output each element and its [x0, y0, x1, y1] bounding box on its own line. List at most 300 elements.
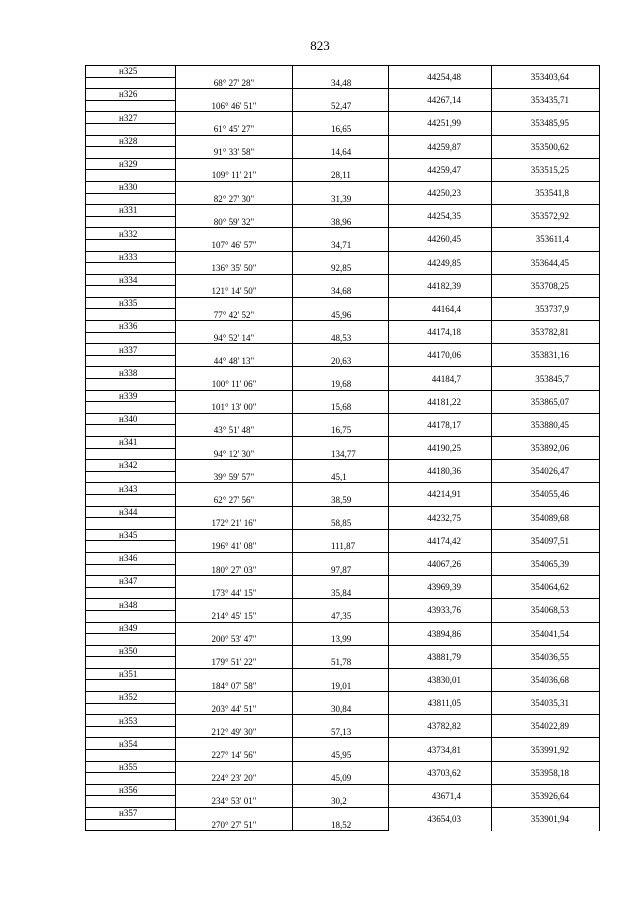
segment-length: 15,68 [293, 402, 389, 414]
point-name: н344 [86, 506, 176, 518]
x-coordinate: 44170,06 [389, 344, 492, 367]
empty-cell [293, 321, 389, 333]
empty-cell [86, 100, 176, 112]
empty-cell [176, 181, 293, 193]
direction-angle: 200° 53' 47" [176, 634, 293, 646]
empty-cell [176, 390, 293, 402]
x-coordinate: 44181,22 [389, 390, 492, 413]
empty-cell [176, 135, 293, 147]
segment-length: 48,53 [293, 332, 389, 344]
y-coordinate: 354041,54 [492, 622, 600, 645]
direction-angle: 179° 51' 22" [176, 657, 293, 669]
empty-cell [293, 274, 389, 286]
empty-cell [293, 599, 389, 611]
empty-cell [176, 622, 293, 634]
x-coordinate: 43671,4 [389, 784, 492, 807]
empty-cell [176, 297, 293, 309]
y-coordinate: 353541,8 [492, 181, 600, 204]
empty-cell [86, 634, 176, 646]
x-coordinate: 44251,99 [389, 112, 492, 135]
point-name: н350 [86, 645, 176, 657]
segment-length: 111,87 [293, 541, 389, 553]
x-coordinate: 43830,01 [389, 668, 492, 691]
x-coordinate: 43782,82 [389, 715, 492, 738]
empty-cell [293, 413, 389, 425]
y-coordinate: 353515,25 [492, 158, 600, 181]
empty-cell [293, 158, 389, 170]
y-coordinate: 353892,06 [492, 437, 600, 460]
point-name: н338 [86, 367, 176, 379]
direction-angle: 44° 48' 13" [176, 355, 293, 367]
x-coordinate: 44259,87 [389, 135, 492, 158]
direction-angle: 214° 45' 15" [176, 610, 293, 622]
x-coordinate: 44232,75 [389, 506, 492, 529]
y-coordinate: 353991,92 [492, 738, 600, 761]
empty-cell [86, 239, 176, 251]
point-name: н343 [86, 483, 176, 495]
segment-length: 51,78 [293, 657, 389, 669]
empty-cell [176, 552, 293, 564]
empty-cell [293, 622, 389, 634]
y-coordinate: 354026,47 [492, 460, 600, 483]
point-row [86, 576, 600, 588]
point-row [86, 552, 600, 564]
empty-cell [176, 645, 293, 657]
y-coordinate: 353845,7 [492, 367, 600, 390]
empty-cell [86, 216, 176, 228]
y-coordinate: 354065,39 [492, 552, 600, 575]
y-coordinate: 354097,51 [492, 529, 600, 552]
x-coordinate: 43881,79 [389, 645, 492, 668]
direction-angle: 94° 52' 14" [176, 332, 293, 344]
point-row [86, 506, 600, 518]
empty-cell [176, 251, 293, 263]
empty-cell [176, 344, 293, 356]
empty-cell [176, 668, 293, 680]
x-coordinate: 43894,86 [389, 622, 492, 645]
y-coordinate: 353611,4 [492, 228, 600, 251]
empty-cell [176, 158, 293, 170]
empty-cell [86, 147, 176, 159]
point-row [86, 645, 600, 657]
direction-angle: 100° 11' 06" [176, 379, 293, 391]
empty-cell [86, 564, 176, 576]
y-coordinate: 354035,31 [492, 692, 600, 715]
x-coordinate: 44174,42 [389, 529, 492, 552]
direction-angle: 224° 23' 20" [176, 773, 293, 785]
point-row [86, 668, 600, 680]
empty-cell [176, 89, 293, 101]
empty-cell [293, 251, 389, 263]
empty-cell [293, 205, 389, 217]
x-coordinate: 44254,35 [389, 205, 492, 228]
x-coordinate: 44067,26 [389, 552, 492, 575]
x-coordinate: 43811,05 [389, 692, 492, 715]
point-name: н334 [86, 274, 176, 286]
segment-length: 16,75 [293, 425, 389, 437]
direction-angle: 136° 35' 50" [176, 263, 293, 275]
point-row [86, 228, 600, 240]
point-row [86, 135, 600, 147]
x-coordinate: 43703,62 [389, 761, 492, 784]
segment-length: 14,64 [293, 147, 389, 159]
empty-cell [86, 819, 176, 831]
segment-length: 134,77 [293, 448, 389, 460]
empty-cell [293, 297, 389, 309]
x-coordinate: 44250,23 [389, 181, 492, 204]
direction-angle: 196° 41' 08" [176, 541, 293, 553]
survey-coordinates-table [85, 65, 599, 834]
x-coordinate: 44259,47 [389, 158, 492, 181]
y-coordinate: 353737,9 [492, 297, 600, 320]
segment-length: 45,1 [293, 471, 389, 483]
empty-cell [86, 471, 176, 483]
x-coordinate: 44214,91 [389, 483, 492, 506]
segment-length: 16,65 [293, 123, 389, 135]
point-name: н355 [86, 761, 176, 773]
segment-length: 45,95 [293, 750, 389, 762]
point-row [86, 112, 600, 124]
direction-angle: 121° 14' 50" [176, 286, 293, 298]
empty-cell [293, 483, 389, 495]
segment-length: 45,09 [293, 773, 389, 785]
y-coordinate: 354089,68 [492, 506, 600, 529]
y-coordinate: 354064,62 [492, 576, 600, 599]
empty-cell [293, 808, 389, 820]
x-coordinate: 44254,48 [389, 66, 492, 89]
direction-angle: 234° 53' 01" [176, 796, 293, 808]
empty-cell [86, 77, 176, 89]
empty-cell [293, 228, 389, 240]
point-row [86, 529, 600, 541]
segment-length: 19,68 [293, 379, 389, 391]
segment-length: 52,47 [293, 100, 389, 112]
point-name: н348 [86, 599, 176, 611]
page-number: 823 [310, 38, 330, 53]
point-row [86, 205, 600, 217]
point-row [86, 715, 600, 727]
direction-angle: 106° 46' 51" [176, 100, 293, 112]
empty-cell [86, 332, 176, 344]
point-name: н333 [86, 251, 176, 263]
segment-length: 58,85 [293, 518, 389, 530]
empty-cell [176, 529, 293, 541]
empty-cell [86, 355, 176, 367]
empty-cell [86, 680, 176, 692]
empty-cell [293, 715, 389, 727]
point-name: н357 [86, 808, 176, 820]
empty-cell [293, 529, 389, 541]
segment-length: 34,48 [293, 77, 389, 89]
table-body [86, 66, 600, 831]
empty-cell [86, 796, 176, 808]
point-row [86, 784, 600, 796]
x-coordinate: 43654,03 [389, 808, 492, 831]
direction-angle: 172° 21' 16" [176, 518, 293, 530]
direction-angle: 203° 44' 51" [176, 703, 293, 715]
y-coordinate: 353500,62 [492, 135, 600, 158]
empty-cell [176, 808, 293, 820]
point-name: н345 [86, 529, 176, 541]
point-name: н325 [86, 66, 176, 78]
point-row [86, 158, 600, 170]
point-row [86, 367, 600, 379]
segment-length: 38,59 [293, 494, 389, 506]
empty-cell [86, 170, 176, 182]
x-coordinate: 43969,39 [389, 576, 492, 599]
empty-cell [293, 344, 389, 356]
y-coordinate: 353644,45 [492, 251, 600, 274]
direction-angle: 101° 13' 00" [176, 402, 293, 414]
empty-cell [176, 66, 293, 78]
point-name: н330 [86, 181, 176, 193]
segment-length: 47,35 [293, 610, 389, 622]
empty-cell [293, 576, 389, 588]
segment-length: 45,96 [293, 309, 389, 321]
y-coordinate: 354055,46 [492, 483, 600, 506]
point-row [86, 808, 600, 820]
x-coordinate: 43933,76 [389, 599, 492, 622]
segment-length: 35,84 [293, 587, 389, 599]
point-name: н353 [86, 715, 176, 727]
direction-angle: 94° 12' 30" [176, 448, 293, 460]
point-name: н340 [86, 413, 176, 425]
point-row [86, 460, 600, 472]
x-coordinate: 44190,25 [389, 437, 492, 460]
direction-angle: 80° 59' 32" [176, 216, 293, 228]
segment-length: 20,63 [293, 355, 389, 367]
empty-cell [293, 784, 389, 796]
direction-angle: 184° 07' 58" [176, 680, 293, 692]
point-row [86, 599, 600, 611]
point-row [86, 344, 600, 356]
segment-length: 13,99 [293, 634, 389, 646]
empty-cell [293, 460, 389, 472]
empty-cell [86, 587, 176, 599]
empty-cell [86, 703, 176, 715]
x-coordinate: 44180,36 [389, 460, 492, 483]
empty-cell [176, 483, 293, 495]
empty-cell [293, 89, 389, 101]
empty-cell [293, 390, 389, 402]
x-coordinate: 44184,7 [389, 367, 492, 390]
empty-cell [176, 576, 293, 588]
point-name: н337 [86, 344, 176, 356]
empty-cell [86, 541, 176, 553]
empty-cell [176, 460, 293, 472]
point-name: н352 [86, 692, 176, 704]
x-coordinate: 44178,17 [389, 413, 492, 436]
empty-cell [86, 425, 176, 437]
x-coordinate: 44260,45 [389, 228, 492, 251]
point-name: н349 [86, 622, 176, 634]
point-name: н342 [86, 460, 176, 472]
y-coordinate: 353435,71 [492, 89, 600, 112]
y-coordinate: 353880,45 [492, 413, 600, 436]
empty-cell [293, 367, 389, 379]
point-row [86, 274, 600, 286]
segment-length: 28,11 [293, 170, 389, 182]
empty-cell [293, 645, 389, 657]
direction-angle: 62° 27' 56" [176, 494, 293, 506]
empty-cell [86, 657, 176, 669]
x-coordinate: 44174,18 [389, 321, 492, 344]
empty-cell [176, 715, 293, 727]
point-name: н332 [86, 228, 176, 240]
point-row [86, 89, 600, 101]
point-name: н346 [86, 552, 176, 564]
direction-angle: 212° 49' 30" [176, 726, 293, 738]
empty-cell [176, 274, 293, 286]
y-coordinate: 353865,07 [492, 390, 600, 413]
y-coordinate: 353926,64 [492, 784, 600, 807]
point-row [86, 437, 600, 449]
direction-angle: 109° 11' 21" [176, 170, 293, 182]
empty-cell [293, 761, 389, 773]
empty-cell [86, 773, 176, 785]
direction-angle: 39° 59' 57" [176, 471, 293, 483]
point-name: н354 [86, 738, 176, 750]
empty-cell [293, 437, 389, 449]
point-row [86, 738, 600, 750]
empty-cell [293, 552, 389, 564]
x-coordinate: 43734,81 [389, 738, 492, 761]
empty-cell [176, 228, 293, 240]
segment-length: 34,71 [293, 239, 389, 251]
point-row [86, 483, 600, 495]
empty-cell [176, 413, 293, 425]
point-row [86, 413, 600, 425]
segment-length: 92,85 [293, 263, 389, 275]
point-name: н336 [86, 321, 176, 333]
empty-cell [293, 112, 389, 124]
point-row [86, 181, 600, 193]
direction-angle: 77° 42' 52" [176, 309, 293, 321]
y-coordinate: 353708,25 [492, 274, 600, 297]
point-row [86, 390, 600, 402]
empty-cell [176, 784, 293, 796]
segment-length: 57,13 [293, 726, 389, 738]
direction-angle: 227° 14' 56" [176, 750, 293, 762]
empty-cell [293, 692, 389, 704]
point-name: н356 [86, 784, 176, 796]
point-name: н326 [86, 89, 176, 101]
direction-angle: 180° 27' 03" [176, 564, 293, 576]
empty-cell [86, 494, 176, 506]
empty-cell [176, 205, 293, 217]
empty-cell [293, 181, 389, 193]
direction-angle: 173° 44' 15" [176, 587, 293, 599]
empty-cell [86, 286, 176, 298]
point-name: н339 [86, 390, 176, 402]
point-name: н329 [86, 158, 176, 170]
point-row [86, 321, 600, 333]
x-coordinate: 44182,39 [389, 274, 492, 297]
empty-cell [86, 610, 176, 622]
empty-cell [86, 379, 176, 391]
segment-length: 30,2 [293, 796, 389, 808]
point-name: н328 [86, 135, 176, 147]
y-coordinate: 353572,92 [492, 205, 600, 228]
y-coordinate: 354022,89 [492, 715, 600, 738]
empty-cell [293, 668, 389, 680]
empty-cell [86, 750, 176, 762]
point-name: н351 [86, 668, 176, 680]
point-row [86, 297, 600, 309]
empty-cell [176, 437, 293, 449]
empty-cell [86, 309, 176, 321]
point-name: н331 [86, 205, 176, 217]
empty-cell [86, 402, 176, 414]
empty-cell [293, 135, 389, 147]
segment-length: 19,01 [293, 680, 389, 692]
point-name: н335 [86, 297, 176, 309]
segment-length: 97,87 [293, 564, 389, 576]
direction-angle: 270° 27' 51" [176, 819, 293, 831]
x-coordinate: 44164,4 [389, 297, 492, 320]
point-row [86, 622, 600, 634]
x-coordinate: 44267,14 [389, 89, 492, 112]
y-coordinate: 354036,68 [492, 668, 600, 691]
y-coordinate: 353485,95 [492, 112, 600, 135]
direction-angle: 82° 27' 30" [176, 193, 293, 205]
empty-cell [293, 506, 389, 518]
direction-angle: 91° 33' 58" [176, 147, 293, 159]
segment-length: 31,39 [293, 193, 389, 205]
direction-angle: 61° 45' 27" [176, 123, 293, 135]
y-coordinate: 353958,18 [492, 761, 600, 784]
empty-cell [176, 738, 293, 750]
point-row [86, 692, 600, 704]
empty-cell [86, 193, 176, 205]
empty-cell [176, 367, 293, 379]
segment-length: 34,68 [293, 286, 389, 298]
point-name: н327 [86, 112, 176, 124]
empty-cell [176, 506, 293, 518]
direction-angle: 68° 27' 28" [176, 77, 293, 89]
y-coordinate: 353901,94 [492, 808, 600, 831]
y-coordinate: 353782,81 [492, 321, 600, 344]
y-coordinate: 353403,64 [492, 66, 600, 89]
x-coordinate: 44249,85 [389, 251, 492, 274]
point-row [86, 66, 600, 78]
empty-cell [176, 761, 293, 773]
empty-cell [86, 263, 176, 275]
empty-cell [86, 518, 176, 530]
y-coordinate: 354036,55 [492, 645, 600, 668]
point-row [86, 761, 600, 773]
point-name: н341 [86, 437, 176, 449]
empty-cell [176, 321, 293, 333]
y-coordinate: 354068,53 [492, 599, 600, 622]
empty-cell [176, 692, 293, 704]
empty-cell [86, 448, 176, 460]
point-row [86, 251, 600, 263]
point-name: н347 [86, 576, 176, 588]
empty-cell [86, 726, 176, 738]
direction-angle: 43° 51' 48" [176, 425, 293, 437]
empty-cell [86, 123, 176, 135]
segment-length: 38,96 [293, 216, 389, 228]
y-coordinate: 353831,16 [492, 344, 600, 367]
empty-cell [176, 599, 293, 611]
empty-cell [293, 738, 389, 750]
empty-cell [293, 66, 389, 78]
segment-length: 18,52 [293, 819, 389, 831]
empty-cell [176, 112, 293, 124]
segment-length: 30,84 [293, 703, 389, 715]
direction-angle: 107° 46' 57" [176, 239, 293, 251]
